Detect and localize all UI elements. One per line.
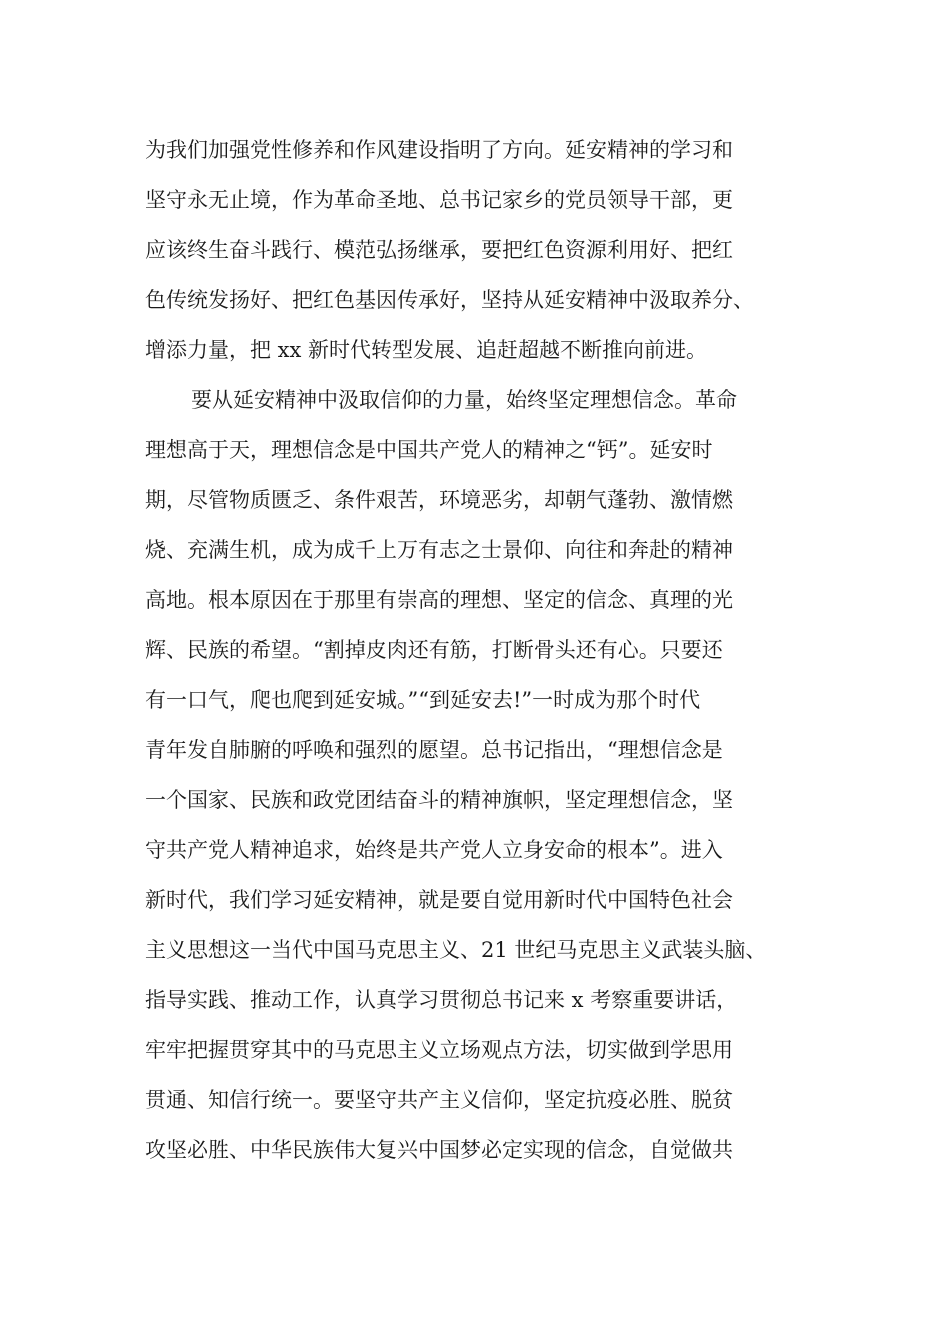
text-line: 守共产党人精神追求，始终是共产党人立身安命的根本”。进入 [145, 838, 723, 862]
paragraph-first-line: 要从延安精神中汲取信仰的力量，始终坚定理想信念。革命 [191, 388, 737, 412]
text-line: 攻坚必胜、中华民族伟大复兴中国梦必定实现的信念，自觉做共 [145, 1138, 733, 1162]
text-line: 新时代，我们学习延安精神，就是要自觉用新时代中国特色社会 [145, 888, 733, 912]
text-line: 高地。根本原因在于那里有崇高的理想、坚定的信念、真理的光 [145, 588, 733, 612]
text-line: 理想高于天，理想信念是中国共产党人的精神之“钙”。延安时 [145, 438, 713, 462]
text-line: 为我们加强党性修养和作风建设指明了方向。延安精神的学习和 [145, 138, 733, 162]
text-line: 增添力量，把 xx 新时代转型发展、追赶超越不断推向前进。 [145, 338, 708, 362]
text-line: 牢牢把握贯穿其中的马克思主义立场观点方法，切实做到学思用 [145, 1038, 733, 1062]
text-line: 色传统发扬好、把红色基因传承好，坚持从延安精神中汲取养分、 [145, 288, 754, 312]
text-line: 坚守永无止境，作为革命圣地、总书记家乡的党员领导干部，更 [145, 188, 733, 212]
text-line: 青年发自肺腑的呼唤和强烈的愿望。总书记指出，“理想信念是 [145, 738, 723, 762]
text-line: 主义思想这一当代中国马克思主义、21 世纪马克思主义武装头脑、 [145, 938, 767, 962]
text-line: 一个国家、民族和政党团结奋斗的精神旗帜，坚定理想信念，坚 [145, 788, 733, 812]
text-line: 烧、充满生机，成为成千上万有志之士景仰、向往和奔赴的精神 [145, 538, 733, 562]
text-line: 期，尽管物质匮乏、条件艰苦，环境恶劣，却朝气蓬勃、激情燃 [145, 488, 733, 512]
text-line: 应该终生奋斗践行、模范弘扬继承，要把红色资源利用好、把红 [145, 238, 733, 262]
text-line: 指导实践、推动工作，认真学习贯彻总书记来 x 考察重要讲话， [145, 988, 738, 1012]
text-line: 辉、民族的希望。“割掉皮肉还有筋，打断骨头还有心。只要还 [145, 638, 723, 662]
text-line: 有一口气，爬也爬到延安城。”“到延安去!”一时成为那个时代 [145, 688, 701, 712]
text-line: 贯通、知信行统一。要坚守共产主义信仰，坚定抗疫必胜、脱贫 [145, 1088, 733, 1112]
